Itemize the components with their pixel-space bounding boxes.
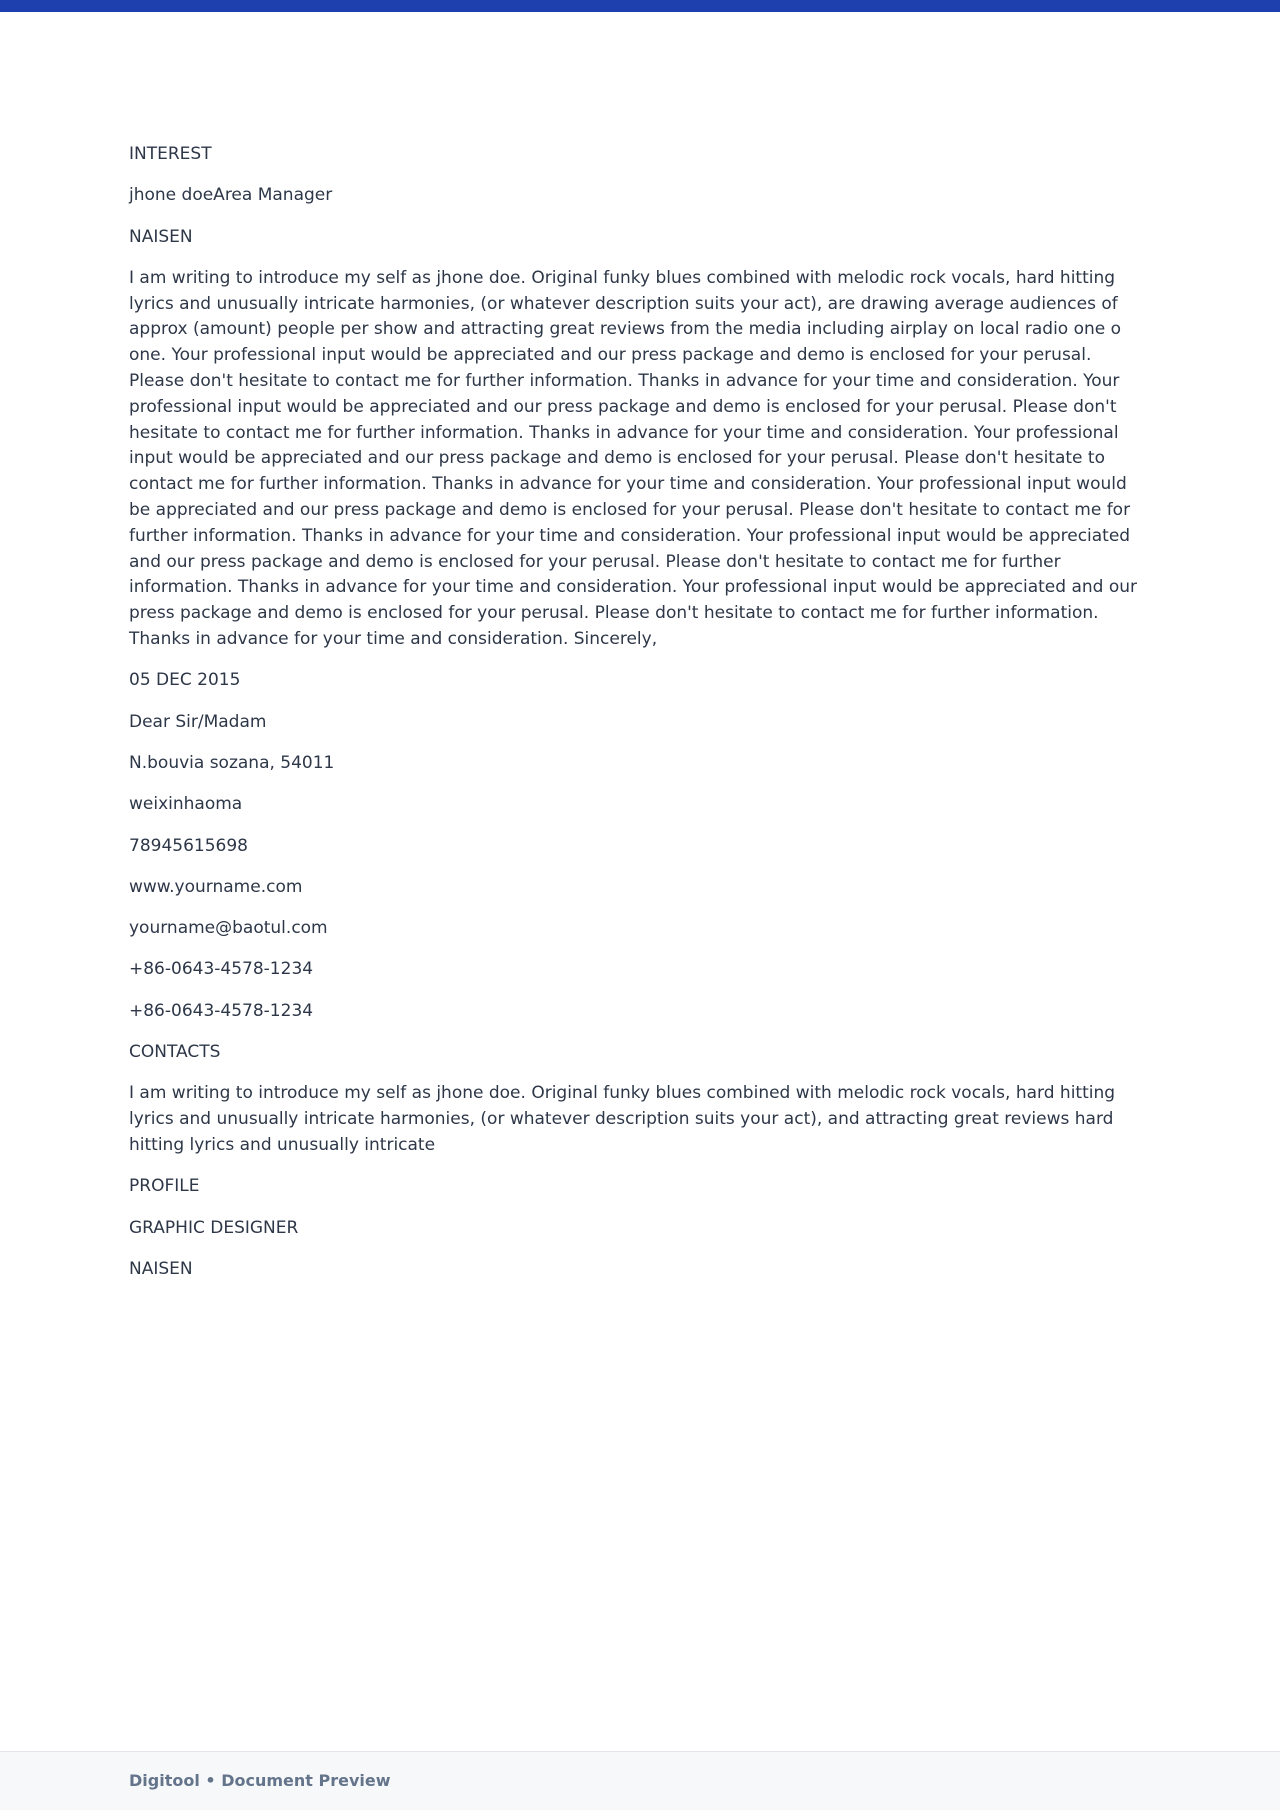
preview-footer [0, 1751, 1280, 1810]
phone-primary: +86-0643-4578-1234 [129, 959, 314, 980]
document-body [129, 142, 1149, 1298]
job-title: GRAPHIC DESIGNER [129, 1217, 299, 1238]
phone-secondary: +86-0643-4578-1234 [129, 1000, 314, 1021]
section-heading-contacts: CONTACTS [129, 1042, 221, 1063]
section-heading-profile: PROFILE [129, 1176, 200, 1197]
company-name: NAISEN [129, 226, 193, 247]
address: N.bouvia sozana, 54011 [129, 752, 335, 773]
section-heading-interest: INTEREST [129, 144, 212, 164]
footer-label: Digitool • Document Preview [129, 1771, 391, 1790]
name-and-title: jhone doeArea Manager [129, 185, 333, 206]
salutation: Dear Sir/Madam [129, 711, 267, 732]
letter-date: 05 DEC 2015 [129, 670, 241, 691]
top-accent-bar [0, 0, 1280, 12]
letter-body: I am writing to introduce my self as jhone doe. Original funky blues combined with melodic rock vocals, hard hitting lyrics and unusually intricate harmonies, (or whatever description suits your act), are drawing average audiences of approx (amount) people per show and attracting great reviews from the media including airplay on local radio one o one. Your professional input would be appreciated and our press package and demo is enclosed for your perusal. Please don't hesitate to contact me for further information. Thanks in advance for your time and consideration. Your professional input would be appreciated and our press package and demo is enclosed for your perusal. Please don't hesitate to contact me for further information. Thanks in advance for your time and consideration. Your professional input would be appreciated and our press package and demo is enclosed for your perusal. Please don't hesitate to contact me for further information. Thanks in advance for your time and consideration. Your professional input would be appreciated and our press package and demo is enclosed for your perusal. Please don't hesitate to contact me for further information. Thanks in advance for your time and consideration. Your professional input would be appreciated and our press package and demo is enclosed for your perusal. Please don't hesitate to contact me for further information. Thanks in advance for your time and consideration. Your professional input would be appreciated and our press package and demo is enclosed for your perusal. Please don't hesitate to contact me for further information. Thanks in advance for your time and consideration. Sincerely, [129, 267, 1138, 650]
phone-number: 78945615698 [129, 835, 248, 856]
email: yourname@baotul.com [129, 918, 328, 939]
wechat-id: weixinhaoma [129, 794, 243, 815]
profile-summary: I am writing to introduce my self as jhone doe. Original funky blues combined with melodic rock vocals, hard hitting lyrics and unusually intricate harmonies, (or whatever description suits your act), and attracting great reviews hard hitting lyrics and unusually intricate [129, 1083, 1116, 1155]
website: www.yourname.com [129, 876, 303, 897]
company-name-footer: NAISEN [129, 1258, 193, 1279]
